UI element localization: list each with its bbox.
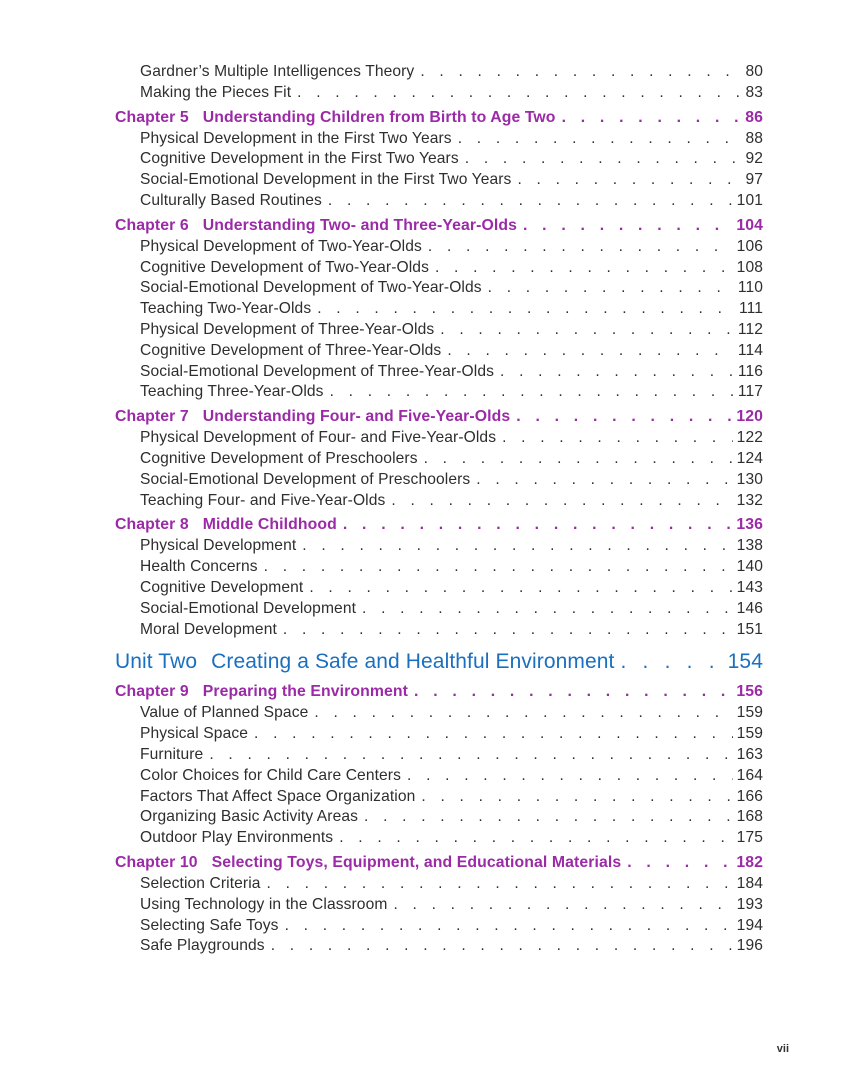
toc-entry-page: 88 xyxy=(745,129,763,147)
toc-entry-number: Chapter 10 xyxy=(115,853,198,871)
toc-section-entry xyxy=(115,578,763,599)
toc-section-entry xyxy=(115,745,763,766)
toc-entry-label: Color Choices for Child Care Centers xyxy=(140,766,401,784)
toc-entry-label: Cognitive Development of Two-Year-Olds xyxy=(140,258,429,276)
toc-section-entry xyxy=(115,278,763,299)
toc-section-entry xyxy=(115,916,763,937)
toc-entry-label: Social-Emotional Development in the First Two Years xyxy=(140,171,512,189)
toc-entry-label: Physical Space xyxy=(140,725,249,743)
toc-section-entry xyxy=(115,828,763,849)
toc-section-entry xyxy=(115,787,763,808)
toc-entry-title xyxy=(140,620,277,641)
toc-entry-title xyxy=(115,852,621,874)
dot-leader xyxy=(358,807,733,828)
toc-entry-number: Chapter 7 xyxy=(115,408,189,426)
toc-entry-label: Moral Development xyxy=(140,620,277,638)
toc-section-entry xyxy=(115,258,763,279)
toc-entry-title xyxy=(140,382,324,403)
dot-leader xyxy=(556,107,742,129)
toc-entry-page: 140 xyxy=(736,558,763,576)
toc-entry-page: 138 xyxy=(736,537,763,555)
toc-entry-page: 112 xyxy=(737,320,763,338)
toc-chapter-entry xyxy=(115,406,763,428)
toc-entry-title xyxy=(140,724,248,745)
toc-entry-title xyxy=(115,406,510,428)
toc-entry-page: 101 xyxy=(736,191,763,209)
toc-entry-page: 83 xyxy=(745,83,763,101)
dot-leader xyxy=(322,191,733,212)
dot-leader xyxy=(418,449,733,470)
toc-section-entry xyxy=(115,703,763,724)
toc-entry-label: Social-Emotional Development of Two-Year-Olds xyxy=(140,279,482,297)
toc-entry-label: Cognitive Development in the First Two Years xyxy=(140,150,459,168)
dot-leader xyxy=(356,599,733,620)
dot-leader xyxy=(434,320,734,341)
toc-entry-title xyxy=(140,491,385,512)
toc-entry-page: 175 xyxy=(736,829,763,847)
toc-entry-page: 80 xyxy=(745,63,763,80)
toc-entry-page: 159 xyxy=(736,704,763,722)
dot-leader xyxy=(265,936,733,957)
toc-entry-page: 184 xyxy=(736,874,763,892)
toc-entry-label: Safe Playgrounds xyxy=(140,937,265,955)
toc-entry-label: Furniture xyxy=(140,745,204,763)
toc-entry-page: 196 xyxy=(736,937,763,955)
dot-leader xyxy=(385,491,732,512)
dot-leader xyxy=(510,406,732,428)
toc-entry-title xyxy=(140,149,459,170)
dot-leader xyxy=(401,766,733,787)
toc-section-entry xyxy=(115,382,763,403)
dot-leader xyxy=(482,278,734,299)
toc-entry-page: 86 xyxy=(745,108,763,126)
dot-leader xyxy=(511,170,741,191)
toc-entry-label: Organizing Basic Activity Areas xyxy=(140,808,359,826)
toc-entry-page: 146 xyxy=(736,599,763,617)
toc-entry-number: Chapter 9 xyxy=(115,683,189,701)
toc-entry-label: Culturally Based Routines xyxy=(140,191,322,209)
toc-entry-title xyxy=(140,787,415,808)
dot-leader xyxy=(415,787,732,808)
dot-leader xyxy=(311,299,735,320)
toc-entry-label: Understanding Children from Birth to Age Two xyxy=(202,108,556,126)
dot-leader xyxy=(408,681,732,703)
toc-chapter-entry xyxy=(115,852,763,874)
table-of-contents xyxy=(115,62,763,957)
toc-entry-title xyxy=(115,681,408,703)
toc-entry-page: 92 xyxy=(745,150,763,168)
toc-entry-title xyxy=(140,299,311,320)
toc-entry-page: 182 xyxy=(736,853,763,871)
toc-entry-title xyxy=(115,646,614,678)
toc-entry-title xyxy=(140,62,414,83)
toc-entry-title xyxy=(140,428,496,449)
toc-entry-title xyxy=(140,278,482,299)
toc-entry-page: 159 xyxy=(736,725,763,743)
toc-entry-title xyxy=(140,449,418,470)
toc-entry-label: Using Technology in the Classroom xyxy=(140,895,388,913)
toc-entry-label: Selection Criteria xyxy=(140,874,261,892)
toc-entry-label: Physical Development of Two-Year-Olds xyxy=(140,237,422,255)
toc-entry-title xyxy=(140,320,434,341)
toc-section-entry xyxy=(115,536,763,557)
toc-entry-label: Creating a Safe and Healthful Environment xyxy=(211,650,615,674)
toc-entry-page: 164 xyxy=(736,766,763,784)
toc-entry-title xyxy=(140,191,322,212)
toc-entry-page: 132 xyxy=(736,491,763,509)
toc-entry-page: 168 xyxy=(736,808,763,826)
toc-entry-title xyxy=(140,362,494,383)
toc-entry-page: 108 xyxy=(736,258,763,276)
toc-entry-label: Cognitive Development xyxy=(140,578,304,596)
toc-section-entry xyxy=(115,83,763,104)
dot-leader xyxy=(308,703,732,724)
toc-section-entry xyxy=(115,428,763,449)
toc-entry-title xyxy=(140,599,356,620)
toc-section-entry xyxy=(115,237,763,258)
toc-entry-page: 116 xyxy=(737,362,763,380)
toc-entry-title xyxy=(140,557,258,578)
toc-entry-label: Preparing the Environment xyxy=(202,683,409,701)
dot-leader xyxy=(324,382,734,403)
toc-entry-label: Value of Planned Space xyxy=(140,704,309,722)
toc-entry-page: 151 xyxy=(736,620,763,638)
toc-entry-number: Chapter 5 xyxy=(115,108,189,126)
toc-entry-page: 163 xyxy=(736,745,763,763)
toc-entry-label: Teaching Four- and Five-Year-Olds xyxy=(140,491,386,509)
toc-entry-label: Cognitive Development of Preschoolers xyxy=(140,449,418,467)
toc-entry-label: Making the Pieces Fit xyxy=(140,83,292,101)
toc-entry-title xyxy=(140,807,358,828)
toc-section-entry xyxy=(115,620,763,641)
toc-entry-page: 124 xyxy=(736,449,763,467)
toc-section-entry xyxy=(115,299,763,320)
dot-leader xyxy=(414,62,741,83)
dot-leader xyxy=(303,578,732,599)
toc-section-entry xyxy=(115,724,763,745)
toc-section-entry xyxy=(115,766,763,787)
dot-leader xyxy=(296,536,732,557)
dot-leader xyxy=(470,470,732,491)
toc-entry-title xyxy=(140,170,511,191)
toc-entry-label: Outdoor Play Environments xyxy=(140,829,334,847)
toc-entry-page: 193 xyxy=(736,895,763,913)
toc-entry-title xyxy=(140,83,291,104)
toc-entry-title xyxy=(115,514,337,536)
page-number: vii xyxy=(776,1043,789,1055)
toc-entry-page: 117 xyxy=(737,383,763,401)
toc-entry-label: Middle Childhood xyxy=(202,516,337,534)
toc-entry-title xyxy=(140,766,401,787)
toc-entry-title xyxy=(140,895,387,916)
toc-entry-label: Social-Emotional Development of Three-Year-Olds xyxy=(140,362,494,380)
toc-entry-page: 194 xyxy=(736,916,763,934)
toc-section-entry xyxy=(115,470,763,491)
toc-section-entry xyxy=(115,449,763,470)
toc-entry-label: Social-Emotional Development xyxy=(140,599,357,617)
toc-entry-page: 156 xyxy=(736,683,763,701)
toc-section-entry xyxy=(115,191,763,212)
dot-leader xyxy=(261,874,733,895)
toc-entry-page: 166 xyxy=(736,787,763,805)
toc-section-entry xyxy=(115,62,763,83)
toc-section-entry xyxy=(115,557,763,578)
dot-leader xyxy=(291,83,741,104)
dot-leader xyxy=(203,745,732,766)
toc-entry-title xyxy=(140,828,333,849)
dot-leader xyxy=(517,215,732,237)
toc-chapter-entry xyxy=(115,107,763,129)
toc-entry-title xyxy=(140,936,265,957)
dot-leader xyxy=(452,129,742,150)
toc-entry-label: Teaching Three-Year-Olds xyxy=(140,383,324,401)
toc-entry-page: 114 xyxy=(737,341,763,359)
dot-leader xyxy=(279,916,733,937)
toc-entry-number: Unit Two xyxy=(115,650,198,674)
toc-unit-entry xyxy=(115,646,763,678)
toc-entry-title xyxy=(140,237,422,258)
dot-leader xyxy=(422,237,733,258)
toc-entry-label: Selecting Safe Toys xyxy=(140,916,279,934)
toc-entry-title xyxy=(140,536,296,557)
toc-entry-title xyxy=(140,578,303,599)
dot-leader xyxy=(337,514,732,536)
toc-entry-label: Physical Development of Four- and Five-Year-Olds xyxy=(140,429,497,447)
dot-leader xyxy=(441,341,734,362)
toc-entry-label: Social-Emotional Development of Preschoolers xyxy=(140,470,471,488)
toc-entry-label: Health Concerns xyxy=(140,558,258,576)
toc-entry-title xyxy=(140,470,470,491)
dot-leader xyxy=(333,828,732,849)
dot-leader xyxy=(277,620,733,641)
toc-entry-title xyxy=(115,107,556,129)
toc-entry-page: 111 xyxy=(738,300,763,318)
toc-section-entry xyxy=(115,341,763,362)
toc-entry-label: Physical Development of Three-Year-Olds xyxy=(140,320,435,338)
toc-section-entry xyxy=(115,874,763,895)
toc-entry-label: Gardner’s Multiple Intelligences Theory xyxy=(140,63,415,80)
toc-section-entry xyxy=(115,491,763,512)
toc-entry-page: 106 xyxy=(736,237,763,255)
toc-entry-title xyxy=(140,916,279,937)
dot-leader xyxy=(494,362,734,383)
toc-entry-page: 110 xyxy=(737,279,763,297)
toc-section-entry xyxy=(115,129,763,150)
toc-entry-page: 136 xyxy=(736,516,763,534)
toc-entry-number: Chapter 8 xyxy=(115,516,189,534)
dot-leader xyxy=(429,258,733,279)
toc-entry-label: Cognitive Development of Three-Year-Olds xyxy=(140,341,442,359)
toc-section-entry xyxy=(115,320,763,341)
toc-entry-title xyxy=(115,215,517,237)
toc-section-entry xyxy=(115,895,763,916)
toc-section-entry xyxy=(115,362,763,383)
dot-leader xyxy=(387,895,732,916)
toc-chapter-entry xyxy=(115,215,763,237)
toc-entry-page: 130 xyxy=(736,470,763,488)
toc-section-entry xyxy=(115,807,763,828)
toc-entry-label: Selecting Toys, Equipment, and Educational Materials xyxy=(211,853,622,871)
dot-leader xyxy=(258,557,733,578)
toc-entry-title xyxy=(140,874,261,895)
toc-entry-label: Understanding Four- and Five-Year-Olds xyxy=(202,408,511,426)
toc-entry-label: Teaching Two-Year-Olds xyxy=(140,300,312,318)
toc-entry-label: Understanding Two- and Three-Year-Olds xyxy=(202,216,517,234)
toc-section-entry xyxy=(115,149,763,170)
toc-entry-label: Physical Development xyxy=(140,537,297,555)
toc-section-entry xyxy=(115,936,763,957)
toc-entry-label: Factors That Affect Space Organization xyxy=(140,787,416,805)
toc-section-entry xyxy=(115,599,763,620)
toc-chapter-entry xyxy=(115,681,763,703)
toc-entry-page: 97 xyxy=(745,171,763,189)
dot-leader xyxy=(621,852,732,874)
toc-section-entry xyxy=(115,170,763,191)
toc-entry-label: Physical Development in the First Two Years xyxy=(140,129,452,147)
toc-entry-title xyxy=(140,745,203,766)
toc-entry-page: 120 xyxy=(736,408,763,426)
toc-entry-page: 143 xyxy=(736,578,763,596)
toc-entry-title xyxy=(140,703,308,724)
toc-entry-page: 104 xyxy=(736,216,763,234)
dot-leader xyxy=(248,724,733,745)
toc-chapter-entry xyxy=(115,514,763,536)
toc-entry-title xyxy=(140,258,429,279)
dot-leader xyxy=(614,646,723,678)
toc-entry-page: 122 xyxy=(736,429,763,447)
toc-entry-title xyxy=(140,129,452,150)
toc-entry-number: Chapter 6 xyxy=(115,216,189,234)
dot-leader xyxy=(496,428,733,449)
dot-leader xyxy=(459,149,742,170)
toc-entry-title xyxy=(140,341,441,362)
toc-entry-page: 154 xyxy=(727,650,763,674)
